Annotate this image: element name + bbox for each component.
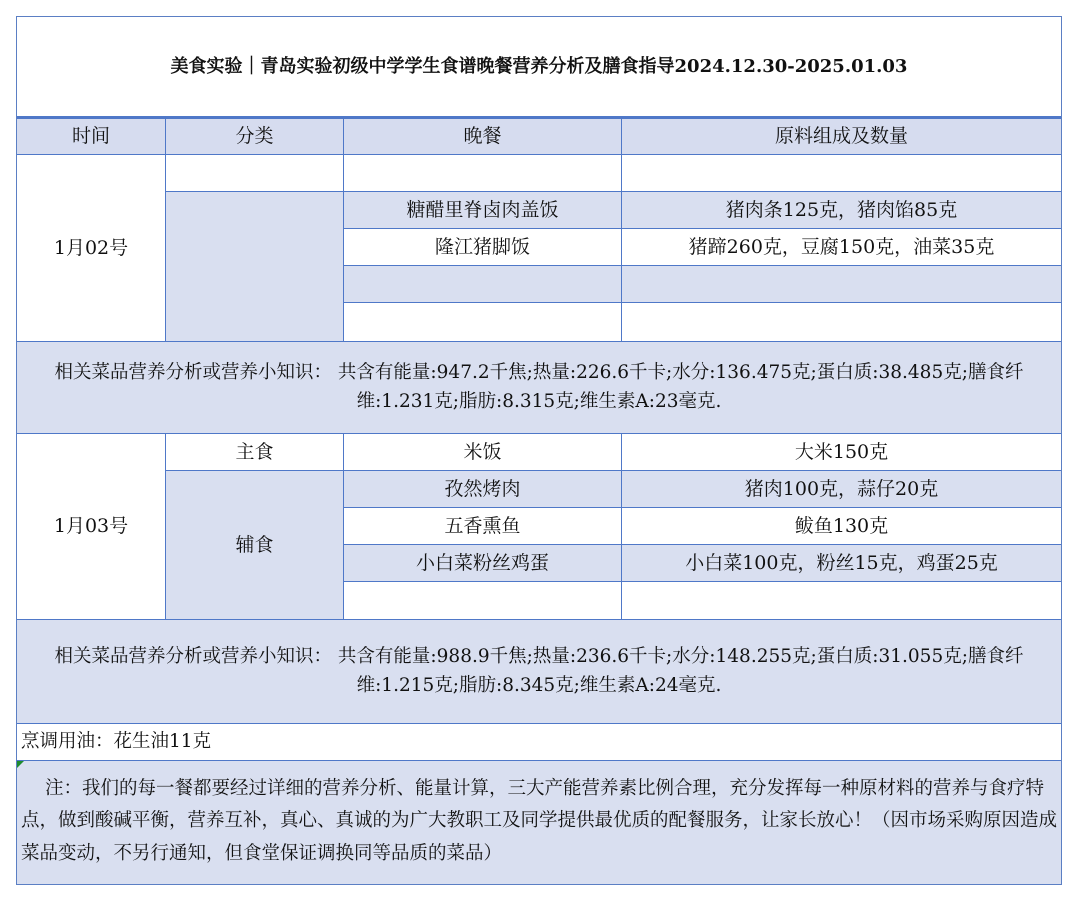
day1-ingredients-empty	[621, 154, 1061, 191]
day2-date: 1月03号	[17, 433, 165, 619]
day1-ingredients-1: 猪肉条125克，猪肉馅85克	[621, 191, 1061, 228]
day2-ingredients-1: 猪肉100克，蒜仔20克	[621, 470, 1061, 507]
day1-date: 1月02号	[17, 154, 165, 341]
day1-category-empty	[165, 154, 343, 191]
header-dinner: 晚餐	[343, 119, 621, 154]
cell-comment-marker	[17, 761, 24, 768]
footer-note-text: 注：我们的每一餐都要经过详细的营养分析、能量计算，三大产能营养素比例合理，充分发挥每一种原材料的营养与食疗特点，做到酸碱平衡，营养互补，真心、真诚的为广大教职工及同学提供最优质的配餐服务，让家长放心！（因市场采购原因造成菜品变动，不另行通知，但食堂保证调换同等品质的菜品）	[21, 778, 1058, 864]
day2-ingredients-3: 小白菜100克，粉丝15克，鸡蛋25克	[621, 544, 1061, 581]
page-title: 美食实验｜青岛实验初级中学学生食谱晚餐营养分析及膳食指导2024.12.30-2025.01.03	[17, 17, 1061, 119]
header-ingredients: 原料组成及数量	[621, 119, 1061, 154]
day1-side-category	[165, 191, 343, 341]
day1-dish-2: 隆江猪脚饭	[343, 228, 621, 265]
day2-dish-1: 孜然烤肉	[343, 470, 621, 507]
day1-dish-empty-3	[343, 302, 621, 341]
header-category: 分类	[165, 119, 343, 154]
day1-dish-empty	[343, 154, 621, 191]
day2-dish-3: 小白菜粉丝鸡蛋	[343, 544, 621, 581]
day1-dish-1: 糖醋里脊卤肉盖饭	[343, 191, 621, 228]
menu-table	[16, 16, 1062, 885]
day1-ingredients-empty-3	[621, 302, 1061, 341]
day1-ingredients-empty-2	[621, 265, 1061, 302]
footer-note	[17, 760, 1061, 884]
day2-dish-2: 五香熏鱼	[343, 507, 621, 544]
cooking-oil: 烹调用油：花生油11克	[17, 723, 1061, 760]
day1-ingredients-2: 猪蹄260克，豆腐150克，油菜35克	[621, 228, 1061, 265]
day2-dish-empty	[343, 581, 621, 619]
header-time: 时间	[17, 119, 165, 154]
day2-staple-ingredients: 大米150克	[621, 433, 1061, 470]
day2-staple-label: 主食	[165, 433, 343, 470]
day1-dish-empty-2	[343, 265, 621, 302]
day2-side-label: 辅食	[165, 470, 343, 619]
day2-ingredients-2: 鲅鱼130克	[621, 507, 1061, 544]
day2-nutrition-note: 相关菜品营养分析或营养小知识： 共含有能量:988.9千焦;热量:236.6千卡;水分:148.255克;蛋白质:31.055克;膳食纤维:1.215克;脂肪:8.345克;维生素A:24毫克.	[17, 619, 1061, 723]
day1-nutrition-note: 相关菜品营养分析或营养小知识： 共含有能量:947.2千焦;热量:226.6千卡;水分:136.475克;蛋白质:38.485克;膳食纤维:1.231克;脂肪:8.315克;维生素A:23毫克.	[17, 341, 1061, 433]
day2-ingredients-empty	[621, 581, 1061, 619]
day2-staple-dish: 米饭	[343, 433, 621, 470]
